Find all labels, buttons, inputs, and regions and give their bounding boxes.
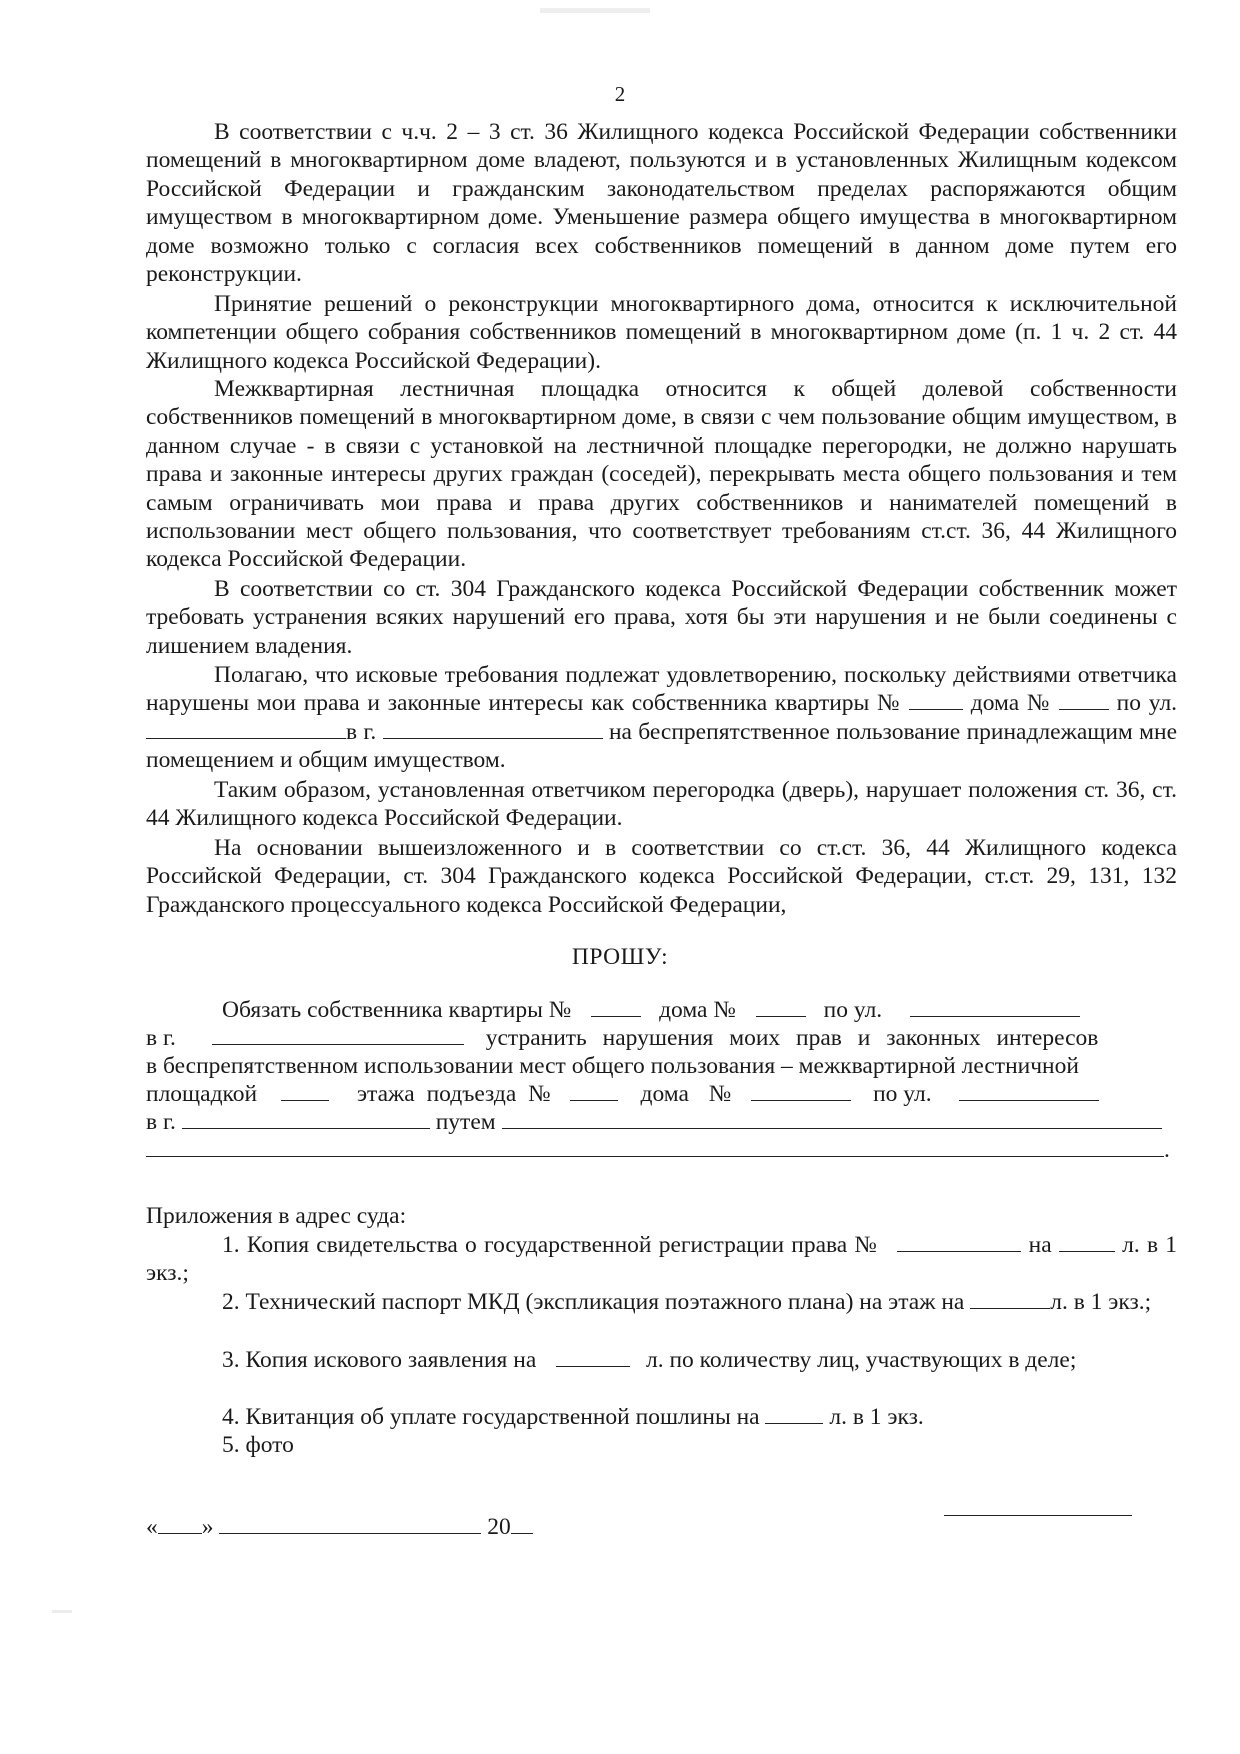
paragraph-landing: [146, 375, 1177, 574]
house-number-blank[interactable]: [1059, 691, 1109, 710]
request-text: Обязать собственника квартиры №: [222, 997, 572, 1023]
attachment-text: л. в 1 экз.;: [146, 1232, 1178, 1287]
attachment-text: 2. Технический паспорт МКД (экспликация поэтажного плана) на этаж на: [222, 1289, 965, 1315]
scan-mark-top: [540, 8, 650, 13]
attachment-text: 4. Квитанция об уплате государственной пошлины на: [222, 1404, 760, 1430]
request-text: по ул.: [873, 1081, 932, 1107]
date-close-quote: »: [201, 1514, 214, 1540]
apartment-number-blank[interactable]: [909, 691, 963, 710]
date-open-quote: «: [146, 1514, 158, 1540]
request-text: по ул.: [823, 997, 883, 1023]
request-method-blank[interactable]: [502, 1110, 1162, 1129]
paragraph-ownership: [146, 118, 1177, 288]
page-number: 2: [614, 82, 626, 106]
attachment-2: [146, 1288, 1177, 1316]
request-street2-blank[interactable]: [959, 1082, 1099, 1101]
request-text: дома №: [640, 1081, 732, 1107]
attachment-text: л.: [1050, 1289, 1068, 1315]
claim-text-5: на беспрепятственное пользование принадлежащим мне помещением и общим имуществом.: [146, 718, 1177, 774]
request-entrance-blank[interactable]: [570, 1082, 618, 1101]
request-line-5: [146, 1108, 1177, 1136]
request-method-continuation-blank[interactable]: [146, 1138, 1164, 1157]
request-text: площадкой: [146, 1081, 258, 1107]
date-year-prefix: 20: [487, 1514, 511, 1540]
paragraph-article-304: [146, 575, 1177, 660]
attachments-heading: Приложения в адрес суда:: [146, 1203, 407, 1229]
request-text: в г.: [146, 1109, 176, 1135]
attachment-text: 3. Копия искового заявления на: [222, 1347, 537, 1373]
paragraph-legal-basis: [146, 834, 1177, 919]
claim-text-4: в г.: [346, 718, 377, 745]
request-end-period: .: [1164, 1137, 1170, 1163]
attachment-text: 5. фото: [222, 1432, 294, 1458]
request-text: в беспрепятственном использовании мест общего пользования – межквартирной лестничной: [146, 1053, 1079, 1079]
date-month-blank[interactable]: [219, 1515, 481, 1534]
request-line-3: [146, 1052, 1177, 1080]
request-text: дома №: [659, 997, 736, 1023]
attachment-text: в 1 экз.;: [1073, 1289, 1152, 1315]
paragraph-claims: [146, 661, 1177, 775]
attachment-text: в деле;: [1008, 1347, 1077, 1373]
paragraph-text: В соответствии с ч.ч. 2 – 3 ст. 36 Жилищного кодекса Российской Федерации собственники помещений в многоквартирном доме владеют, пользуются и в установленных Жилищным кодексом Российской Федерации и гражданским законодательством пределах распоряжаются общим имуществом в многоквартирном доме. Уменьшение размера общего имущества в многоквартирном доме возможно только с согласия всех собственников помещений в данном доме путем его реконструкции.: [146, 119, 1177, 288]
paragraph-text: В соответствии со ст. 304 Гражданского кодекса Российской Федерации собственник может требовать устранения всяких нарушений его права, хотя бы эти нарушения и не были соединены с лишением владения.: [146, 576, 1177, 659]
claim-text-2: дома №: [970, 690, 1052, 717]
claim-text-3: по ул.: [1116, 690, 1178, 717]
attachment-text: л. в 1 экз.: [829, 1404, 924, 1430]
request-line-6: [146, 1136, 1177, 1164]
claim-text-1: Полагаю, что исковые требования подлежат удовлетворению, поскольку действиями ответчика нарушены мои права и законные интересы как собственника квартиры №: [146, 662, 1177, 717]
attachment-5: [146, 1431, 1177, 1459]
attachment-2-sheets-blank[interactable]: [970, 1290, 1050, 1309]
request-house2-blank[interactable]: [751, 1082, 851, 1101]
request-apartment-blank[interactable]: [591, 998, 641, 1017]
scan-mark-bottom-left: [52, 1610, 72, 1613]
request-floor-blank[interactable]: [281, 1082, 329, 1101]
attachment-3-sheets-blank[interactable]: [556, 1348, 630, 1367]
signature-line[interactable]: [944, 1515, 1132, 1516]
paragraph-text: Межквартирная лестничная площадка относится к общей долевой собственности собственников помещений в многоквартирном доме, в связи с чем пользование общим имуществом, в данном случае - в связи с установкой на лестничной площадке перегородки, не должно нарушать права и законные интересы других граждан (соседей), перекрывать места общего пользования и тем самым ограничивать мои права и права других собственников и нанимателей помещений в использовании мест общего пользования, что соответствует требованиям ст.ст. 36, 44 Жилищного кодекса Российской Федерации.: [146, 376, 1177, 573]
paragraph-text: Принятие решений о реконструкции многоквартирного дома, относится к исключительной компетенции общего собрания собственников помещений в многоквартирном доме (п. 1 ч. 2 ст. 44 Жилищного кодекса Российской Федерации).: [146, 291, 1177, 374]
attachment-1-sheets-blank[interactable]: [1059, 1233, 1115, 1252]
attachment-4: [146, 1403, 1177, 1431]
attachment-1: [146, 1231, 1177, 1288]
request-street-blank[interactable]: [910, 998, 1080, 1017]
request-text: путем: [435, 1109, 496, 1135]
request-line-1: [146, 996, 1177, 1024]
city-blank[interactable]: [383, 720, 603, 739]
paragraph-reconstruction: [146, 290, 1177, 375]
request-line-4: [146, 1080, 1177, 1108]
date-line: [146, 1513, 1177, 1541]
request-house-blank[interactable]: [756, 998, 806, 1017]
request-heading: ПРОШУ:: [571, 944, 669, 970]
paragraph-text: Таким образом, установленная ответчиком перегородка (дверь), нарушает положения ст. 36, ст. 44 Жилищного кодекса Российской Федерации.: [146, 777, 1177, 832]
attachment-1-number-blank[interactable]: [897, 1233, 1021, 1252]
attachment-text: на: [1028, 1232, 1052, 1258]
request-city2-blank[interactable]: [182, 1110, 430, 1129]
request-city-blank[interactable]: [212, 1026, 464, 1045]
paragraph-text: На основании вышеизложенного и в соответствии со ст.ст. 36, 44 Жилищного кодекса Российской Федерации, ст. 304 Гражданского кодекса Российской Федерации, ст.ст. 29, 131, 132 Гражданского процессуального кодекса Российской Федерации,: [146, 835, 1177, 918]
date-year-blank[interactable]: [511, 1515, 533, 1534]
date-day-blank[interactable]: [158, 1515, 202, 1534]
attachment-4-sheets-blank[interactable]: [765, 1405, 823, 1424]
attachment-text: л. по количеству лиц, участвующих: [646, 1347, 1003, 1373]
request-text: этажа подъезда №: [356, 1081, 551, 1107]
paragraph-conclusion: [146, 776, 1177, 833]
request-text: устранить нарушения моих прав и законных интересов: [485, 1025, 1099, 1051]
attachment-3: [146, 1346, 1177, 1374]
request-line-2: [146, 1024, 1177, 1052]
attachment-text: 1. Копия свидетельства о государственной регистрации права №: [222, 1232, 879, 1258]
street-blank[interactable]: [146, 720, 346, 739]
request-text: в г.: [146, 1025, 176, 1051]
